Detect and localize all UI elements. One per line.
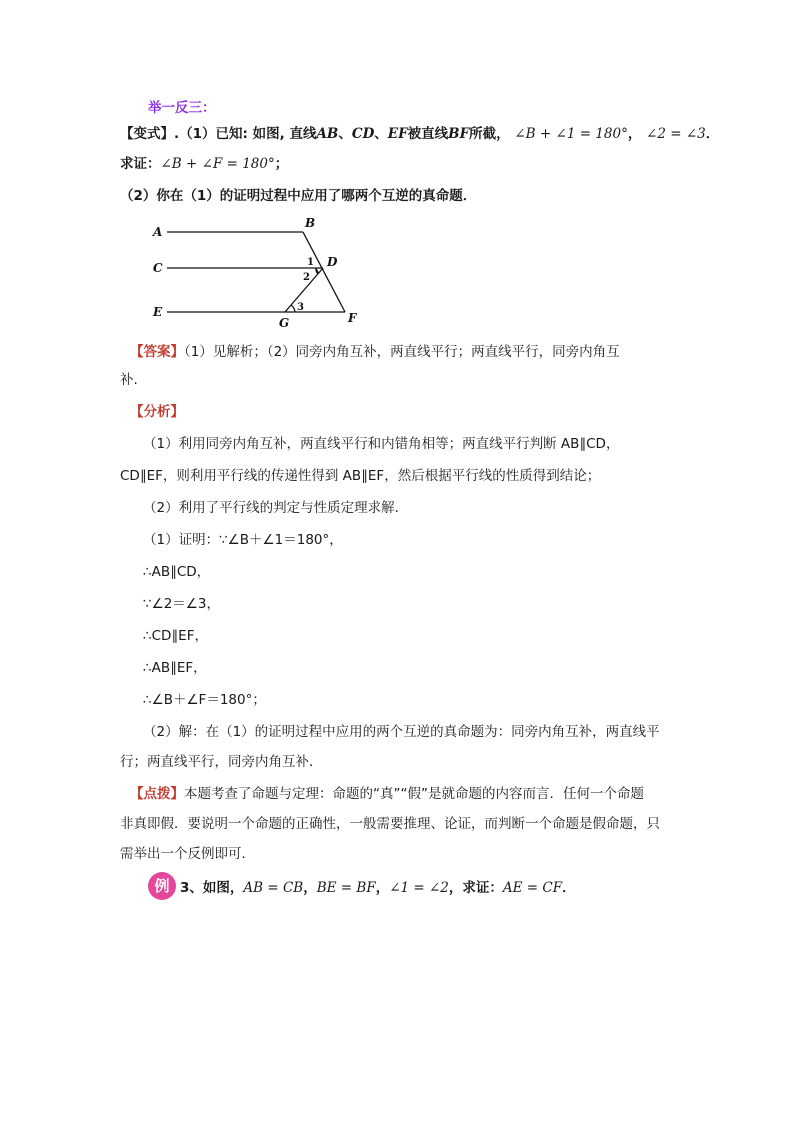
geometry-diagram bbox=[145, 216, 365, 334]
label-g: G bbox=[279, 316, 290, 330]
prove-label: 求证： bbox=[120, 156, 161, 172]
analysis-line-3: （2）利用了平行线的判定与性质定理求解． bbox=[143, 500, 409, 516]
prove-statement: ∠B + ∠F = 180° bbox=[160, 156, 275, 172]
separator: ， bbox=[627, 126, 642, 142]
variant-suffix: 所截， bbox=[469, 126, 510, 142]
variant-part2: （2）你在（1）的证明过程中应用了哪两个互逆的真命题． bbox=[120, 188, 477, 204]
proof-line-8: 行；两直线平行，同旁内角互补． bbox=[120, 754, 323, 770]
proof-line-5: ∴AB∥EF， bbox=[143, 660, 207, 676]
variant-statement bbox=[120, 124, 719, 144]
example-statement bbox=[180, 878, 576, 898]
tip-line-1 bbox=[130, 784, 644, 804]
example-prove-label: ，求证： bbox=[448, 880, 503, 896]
label-f: F bbox=[348, 311, 357, 325]
separator: ， bbox=[303, 880, 317, 896]
example-condition-3: ∠1 = ∠2 bbox=[389, 880, 449, 896]
angle-label-1: 1 bbox=[307, 257, 314, 268]
analysis-line-1: （1）利用同旁内角互补，两直线平行和内错角相等；两直线平行判断 AB∥CD， bbox=[143, 436, 620, 452]
example-condition-2: BE = BF bbox=[316, 880, 376, 896]
proof-line-2: ∴AB∥CD， bbox=[143, 564, 211, 580]
variant-prefix: .（1）已知: 如图, 直线 bbox=[174, 126, 317, 142]
answer-line-2: 补. bbox=[120, 372, 138, 388]
angle-label-3: 3 bbox=[297, 302, 304, 313]
angle-label-2: 2 bbox=[303, 272, 310, 283]
proof-line-4: ∴CD∥EF， bbox=[143, 628, 208, 644]
condition-2: ∠2 = ∠3 bbox=[646, 126, 706, 142]
answer-text: （1）见解析；（2）同旁内角互补，两直线平行；两直线平行，同旁内角互 bbox=[184, 344, 620, 360]
variant-tag: 【变式】 bbox=[120, 126, 174, 142]
separator: 、 bbox=[374, 126, 388, 142]
label-d: D bbox=[327, 255, 338, 269]
tip-line-2: 非真即假．要说明一个命题的正确性，一般需要推理、论证，而判断一个命题是假命题，只 bbox=[120, 816, 660, 832]
analysis-tag: 【分析】 bbox=[130, 404, 184, 420]
section-title: 举一反三： bbox=[148, 100, 216, 116]
label-b: B bbox=[305, 216, 316, 230]
separator: 、 bbox=[338, 126, 352, 142]
tip-text: 本题考查了命题与定理：命题的“真”“假”是就命题的内容而言．任何一个命题 bbox=[184, 786, 644, 802]
example-prefix: 3、如图， bbox=[180, 880, 244, 896]
answer-line-1 bbox=[130, 342, 620, 362]
line-bf: BF bbox=[448, 126, 470, 142]
proof-line-7: （2）解：在（1）的证明过程中应用的两个互逆的真命题为：同旁内角互补，两直线平 bbox=[143, 724, 660, 740]
separator: ， bbox=[375, 880, 390, 896]
analysis-line-2: CD∥EF，则利用平行线的传递性得到 AB∥EF，然后根据平行线的性质得到结论； bbox=[120, 468, 601, 484]
label-e: E bbox=[153, 305, 163, 319]
line-ef: EF bbox=[387, 126, 408, 142]
line-ab: AB bbox=[316, 126, 339, 142]
variant-mid: 被直线 bbox=[407, 126, 449, 142]
example-badge: 例 bbox=[148, 872, 176, 900]
answer-tag: 【答案】 bbox=[130, 344, 184, 360]
tip-tag: 【点拨】 bbox=[130, 786, 184, 802]
line-cd: CD bbox=[351, 126, 375, 142]
example-condition-1: AB = CB bbox=[243, 880, 304, 896]
label-c: C bbox=[153, 261, 163, 275]
proof-line-6: ∴∠B＋∠F＝180°； bbox=[143, 692, 266, 708]
prove-line bbox=[120, 154, 288, 174]
prove-end: ； bbox=[274, 156, 289, 172]
example-prove: AE = CF bbox=[502, 880, 563, 896]
label-a: A bbox=[153, 225, 163, 239]
period: ． bbox=[705, 126, 720, 142]
condition-1: ∠B + ∠1 = 180° bbox=[514, 126, 628, 142]
angle-arc-3 bbox=[291, 305, 295, 312]
period: ． bbox=[562, 880, 576, 896]
proof-line-1: （1）证明：∵∠B＋∠1＝180°， bbox=[143, 532, 343, 548]
proof-line-3: ∵∠2＝∠3， bbox=[143, 596, 220, 612]
tip-line-3: 需举出一个反例即可． bbox=[120, 846, 255, 862]
